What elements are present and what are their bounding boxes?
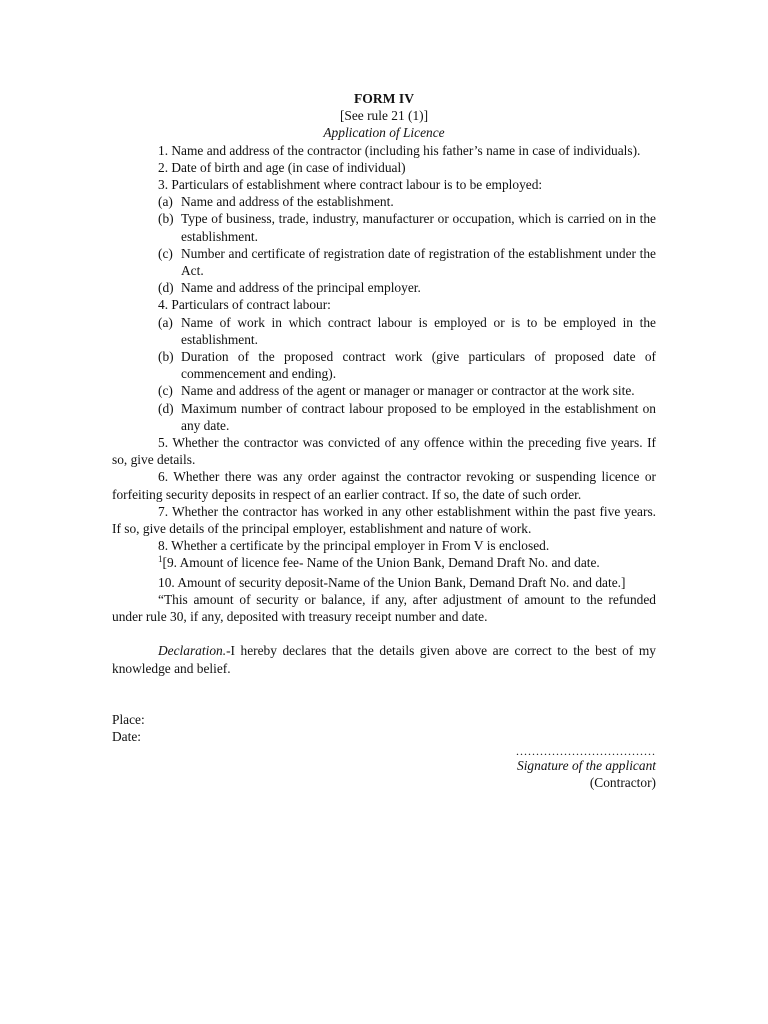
item-6: 6. Whether there was any order against the contractor revoking or suspending licence or forfeiting security deposits in respect of an earlier contract. If so, the date of such order. xyxy=(112,469,656,502)
item-4: 4. Particulars of contract labour: xyxy=(158,297,331,313)
item-4b-text: Duration of the proposed contract work (give particulars of proposed date of commencement and ending). xyxy=(181,349,656,382)
item-3a xyxy=(112,193,656,210)
item-4d xyxy=(112,400,656,434)
item-3: 3. Particulars of establishment where contract labour is to be employed: xyxy=(158,177,543,193)
item-8: 8. Whether a certificate by the principal employer in From V is enclosed. xyxy=(158,538,550,554)
item-3a-marker: (a) xyxy=(158,194,173,210)
item-11: “This amount of security or balance, if any, after adjustment of amount to the refunded under rule 30, if any, deposited with treasury receipt number and date. xyxy=(112,591,656,625)
declaration xyxy=(112,642,656,676)
item-3a-text: Name and address of the establishment. xyxy=(181,194,394,210)
declaration-text: -I hereby declares that the details given above are correct to the best of my knowledge and belief. xyxy=(112,643,656,676)
item-2: 2. Date of birth and age (in case of individual) xyxy=(158,159,406,175)
item-3c xyxy=(112,245,656,279)
item-3c-marker: (c) xyxy=(158,245,173,261)
item-3b-marker: (b) xyxy=(158,211,174,227)
item-3b xyxy=(112,210,656,244)
item-4b-marker: (b) xyxy=(158,349,174,365)
rule-reference: [See rule 21 (1)] xyxy=(339,108,429,124)
item-10: 10. Amount of security deposit-Name of the Union Bank, Demand Draft No. and date.] xyxy=(158,574,626,590)
item-3b-text: Type of business, trade, industry, manufacturer or occupation, which is carried on in the establishment. xyxy=(181,211,656,244)
item-4b xyxy=(112,348,656,382)
item-4c-text: Name and address of the agent or manager or manager or contractor at the work site. xyxy=(181,383,635,399)
footnote-marker: 1 xyxy=(158,554,163,565)
item-4d-marker: (d) xyxy=(158,400,174,416)
signature-label: Signature of the applicant xyxy=(517,758,656,774)
date-label: Date: xyxy=(112,728,141,744)
item-3c-text: Number and certificate of registration date of registration of the establishment under the Act. xyxy=(181,245,656,279)
item-4a-text: Name of work in which contract labour is employed or is to be employed in the establishment. xyxy=(181,314,656,347)
item-3d-marker: (d) xyxy=(158,280,174,296)
item-4a-marker: (a) xyxy=(158,314,173,330)
item-4d-text: Maximum number of contract labour proposed to be employed in the establishment on any date. xyxy=(181,400,656,433)
item-3d xyxy=(112,279,656,296)
signatory-role: (Contractor) xyxy=(589,775,656,791)
place-label: Place: xyxy=(112,711,145,727)
form-title: FORM IV xyxy=(353,91,415,106)
form-subtitle: Application of Licence xyxy=(323,125,445,141)
item-7: 7. Whether the contractor has worked in any other establishment within the past five years. If so, give details of the principal employer, establishment and nature of work. xyxy=(112,503,656,537)
item-4a xyxy=(112,314,656,348)
declaration-label: Declaration. xyxy=(158,643,227,659)
item-1: 1. Name and address of the contractor (including his father’s name in case of individuals). xyxy=(158,142,641,158)
item-3d-text: Name and address of the principal employer. xyxy=(181,280,421,296)
form-body xyxy=(112,90,656,792)
item-5: 5. Whether the contractor was convicted of any offence within the preceding five years. If so, give details. xyxy=(112,435,656,468)
signature-block xyxy=(112,745,656,791)
signature-line: ................................... xyxy=(516,744,656,759)
item-9-text: [9. Amount of licence fee- Name of the Union Bank, Demand Draft No. and date. xyxy=(162,555,600,571)
item-4c-marker: (c) xyxy=(158,383,173,399)
item-9 xyxy=(112,554,656,573)
item-4c xyxy=(112,382,656,399)
